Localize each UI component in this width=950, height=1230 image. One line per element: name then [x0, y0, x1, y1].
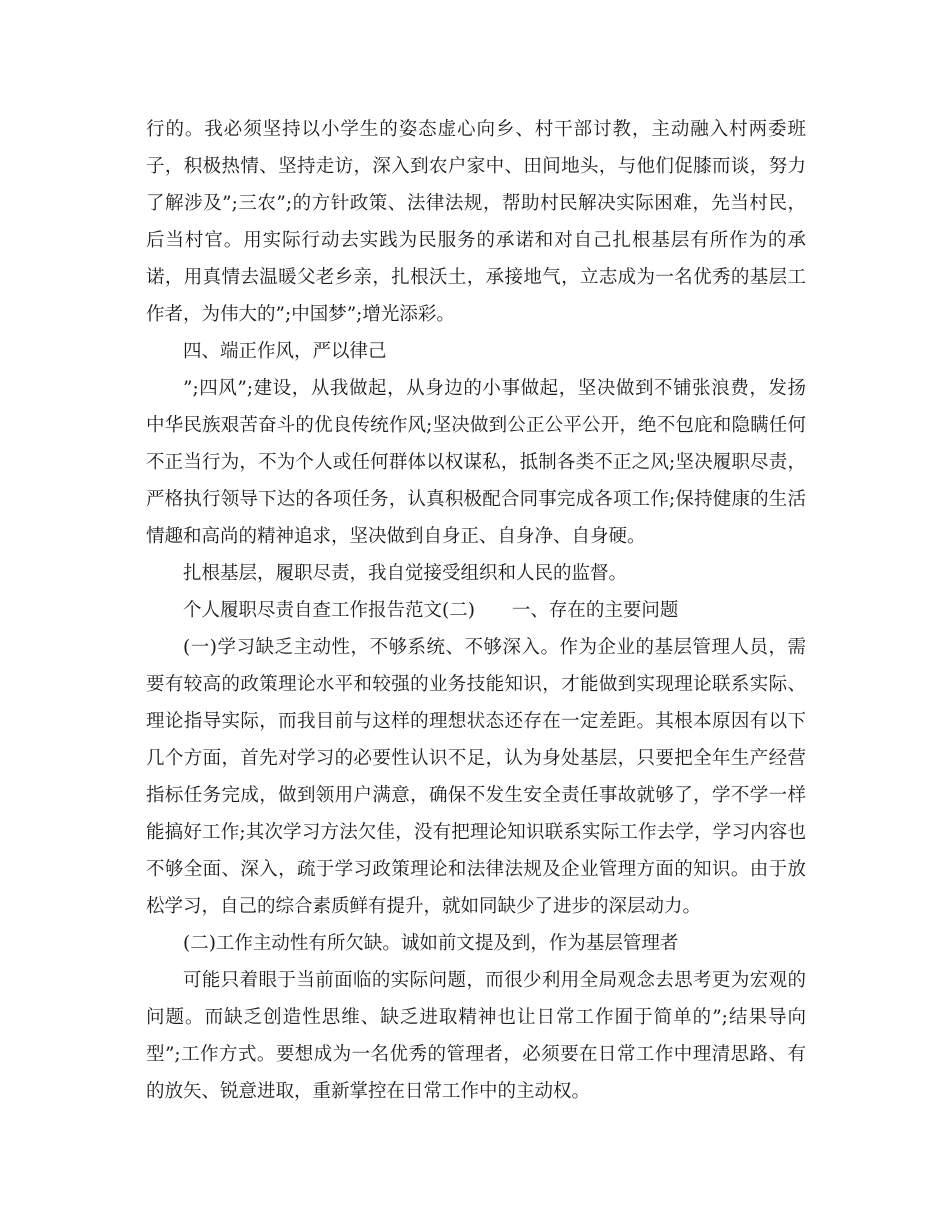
text-line: 松学习，自己的综合素质鲜有提升，就如同缺少了进步的深层动力。	[146, 896, 702, 917]
text-line: 情趣和高尚的精神追求，坚决做到自身正、自身净、自身硬。	[146, 526, 646, 547]
text-line: 问题。而缺乏创造性思维、缺乏进取精神也让日常工作囿于简单的”;结果导向	[146, 1007, 806, 1028]
text-line: 不正当行为，不为个人或任何群体以权谋私，抵制各类不正之风;坚决履职尽责，	[146, 452, 806, 473]
text-line: 能搞好工作;其次学习方法欠佳，没有把理论知识联系实际工作去学，学习内容也	[146, 822, 806, 843]
text-line: 型”;工作方式。要想成为一名优秀的管理者，必须要在日常工作中理清思路、有	[146, 1044, 806, 1065]
text-line: 不够全面、深入，疏于学习政策理论和法律法规及企业管理方面的知识。由于放	[146, 859, 806, 880]
text-line: 作者，为伟大的”;中国梦”;增光添彩。	[146, 304, 455, 325]
text-line: ”;四风”;建设，从我做起，从身边的小事做起，坚决做到不铺张浪费，发扬	[183, 378, 806, 399]
text-line: 可能只着眼于当前面临的实际问题，而很少利用全局观念去思考更为宏观的	[183, 970, 806, 991]
text-line: 的放矢、锐意进取，重新掌控在日常工作中的主动权。	[146, 1081, 591, 1102]
section-heading: 个人履职尽责自查工作报告范文(二) 一、存在的主要问题	[183, 600, 679, 621]
section-heading: 四、端正作风，严以律己	[183, 341, 387, 362]
text-line: 行的。我必须坚持以小学生的姿态虚心向乡、村干部讨教，主动融入村两委班	[146, 119, 806, 140]
text-line: (一)学习缺乏主动性，不够系统、不够深入。作为企业的基层管理人员，需	[183, 637, 806, 658]
text-line: 扎根基层，履职尽责，我自觉接受组织和人民的监督。	[183, 563, 628, 584]
text-line: 诺，用真情去温暖父老乡亲，扎根沃土，承接地气，立志成为一名优秀的基层工	[146, 267, 806, 288]
text-line: 理论指导实际，而我目前与这样的理想状态还存在一定差距。其根本原因有以下	[146, 711, 806, 732]
text-line: 后当村官。用实际行动去实践为民服务的承诺和对自己扎根基层有所作为的承	[146, 230, 806, 251]
text-line: 指标任务完成，做到领用户满意，确保不发生安全责任事故就够了，学不学一样	[146, 785, 806, 806]
text-line: 几个方面，首先对学习的必要性认识不足，认为身处基层，只要把全年生产经营	[146, 748, 806, 769]
text-line: (二)工作主动性有所欠缺。诚如前文提及到，作为基层管理者	[183, 933, 679, 954]
text-line: 中华民族艰苦奋斗的优良传统作风;坚决做到公正公平公开，绝不包庇和隐瞒任何	[146, 415, 806, 436]
text-line: 了解涉及”;三农”;的方针政策、法律法规，帮助村民解决实际困难，先当村民，	[146, 193, 806, 214]
text-line: 子，积极热情、坚持走访，深入到农户家中、田间地头，与他们促膝而谈，努力	[146, 156, 806, 177]
text-line: 严格执行领导下达的各项任务，认真积极配合同事完成各项工作;保持健康的生活	[146, 489, 806, 510]
text-line: 要有较高的政策理论水平和较强的业务技能知识，才能做到实现理论联系实际、	[146, 674, 806, 695]
